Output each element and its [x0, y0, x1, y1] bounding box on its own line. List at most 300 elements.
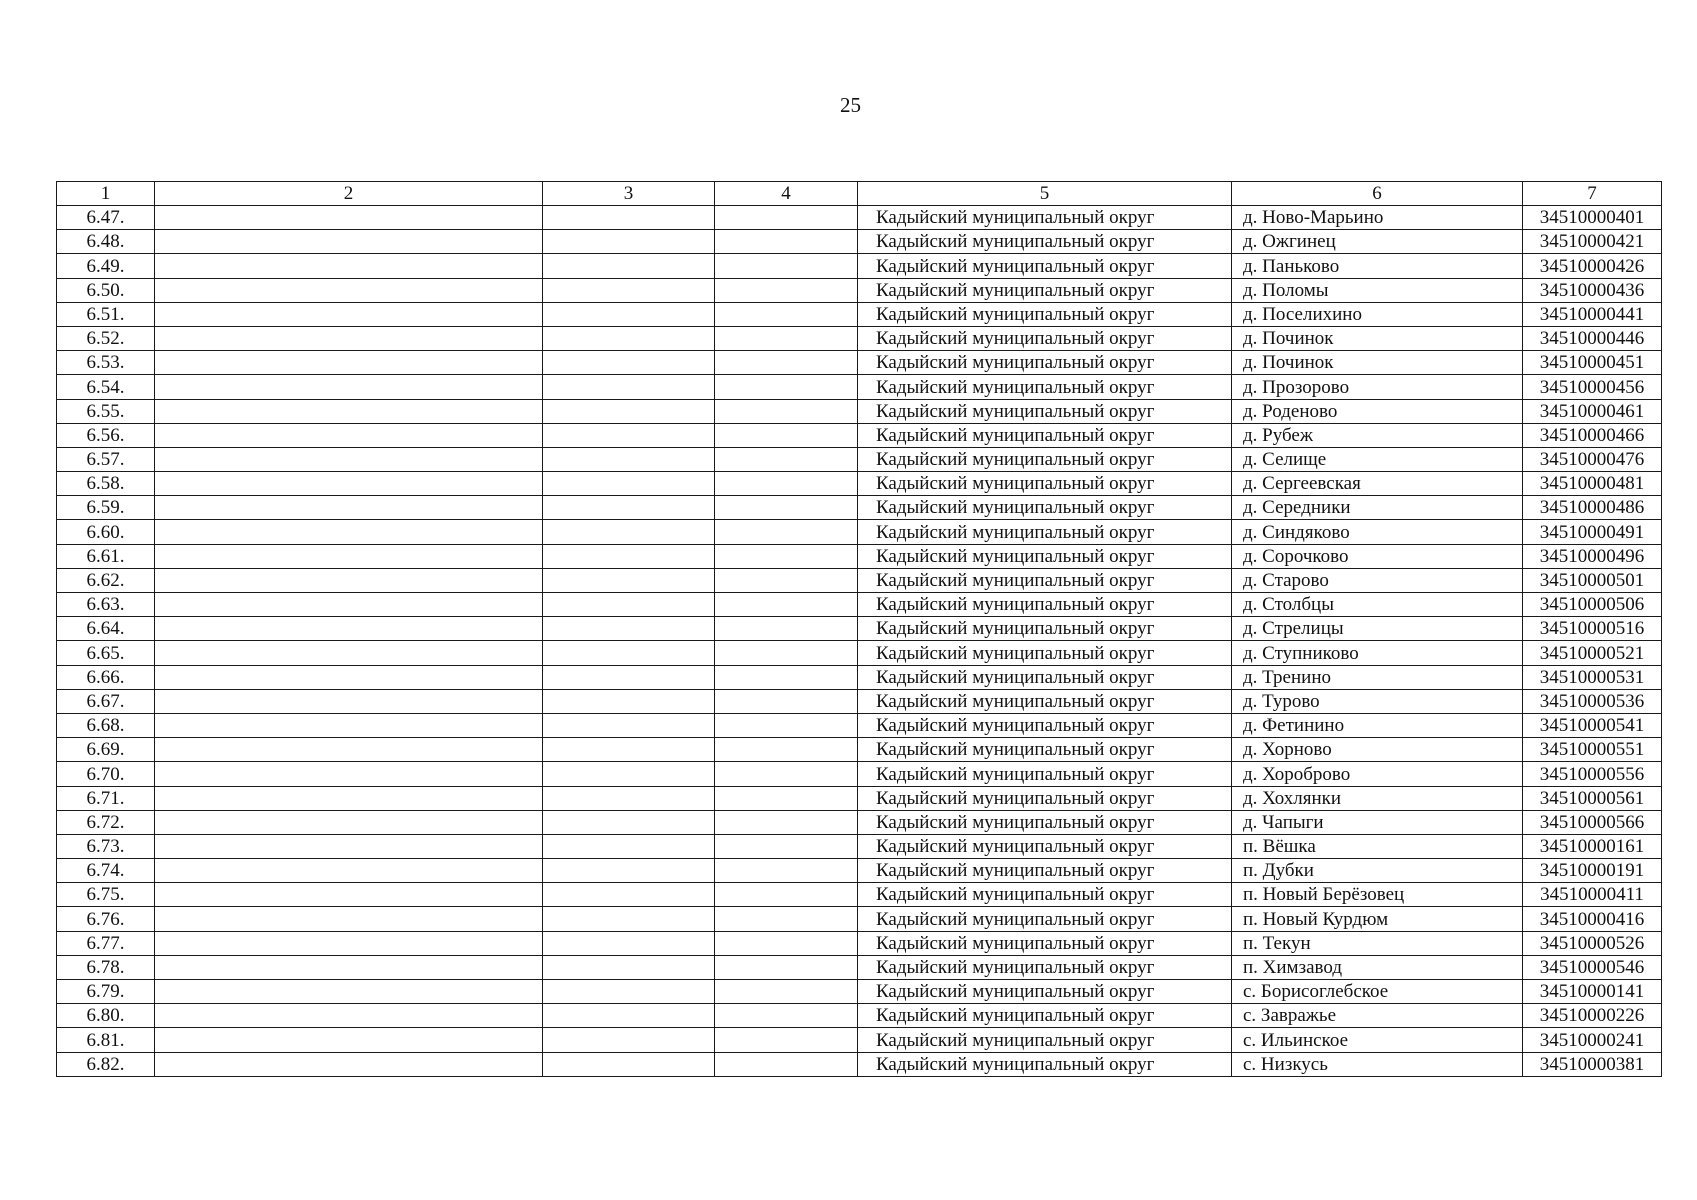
district-cell: Кадыйский муниципальный округ: [858, 254, 1232, 278]
code-cell: 34510000561: [1523, 786, 1662, 810]
col3-cell: [543, 447, 715, 471]
row-number-cell: 6.77.: [57, 931, 155, 955]
code-cell: 34510000161: [1523, 834, 1662, 858]
district-cell: Кадыйский муниципальный округ: [858, 496, 1232, 520]
row-number-cell: 6.73.: [57, 834, 155, 858]
code-cell: 34510000506: [1523, 593, 1662, 617]
table-row: [57, 447, 1662, 471]
district-cell: Кадыйский муниципальный округ: [858, 375, 1232, 399]
col4-cell: [715, 689, 858, 713]
locality-cell: с. Завражье: [1232, 1004, 1523, 1028]
row-number-cell: 6.51.: [57, 302, 155, 326]
row-number-cell: 6.58.: [57, 472, 155, 496]
col3-cell: [543, 278, 715, 302]
code-cell: 34510000436: [1523, 278, 1662, 302]
col2-cell: [155, 1004, 543, 1028]
district-cell: Кадыйский муниципальный округ: [858, 834, 1232, 858]
table-row: [57, 254, 1662, 278]
code-cell: 34510000446: [1523, 326, 1662, 350]
row-number-cell: 6.50.: [57, 278, 155, 302]
code-cell: 34510000416: [1523, 907, 1662, 931]
district-cell: Кадыйский муниципальный округ: [858, 1004, 1232, 1028]
col2-cell: [155, 278, 543, 302]
table-row: [57, 544, 1662, 568]
col2-cell: [155, 907, 543, 931]
col4-cell: [715, 859, 858, 883]
district-cell: Кадыйский муниципальный округ: [858, 617, 1232, 641]
district-cell: Кадыйский муниципальный округ: [858, 1052, 1232, 1076]
col3-cell: [543, 399, 715, 423]
row-number-cell: 6.71.: [57, 786, 155, 810]
col3-cell: [543, 1052, 715, 1076]
district-cell: Кадыйский муниципальный округ: [858, 593, 1232, 617]
register-table: [56, 181, 1662, 1077]
col3-cell: [543, 665, 715, 689]
col3-cell: [543, 955, 715, 979]
row-number-cell: 6.82.: [57, 1052, 155, 1076]
table-row: [57, 472, 1662, 496]
col2-cell: [155, 375, 543, 399]
col2-cell: [155, 254, 543, 278]
row-number-cell: 6.67.: [57, 689, 155, 713]
page-number-text: 25: [840, 93, 861, 117]
col4-cell: [715, 593, 858, 617]
col4-cell: [715, 447, 858, 471]
header-cell-3: 3: [543, 182, 715, 206]
locality-cell: д. Сорочково: [1232, 544, 1523, 568]
district-cell: Кадыйский муниципальный округ: [858, 1028, 1232, 1052]
district-cell: Кадыйский муниципальный округ: [858, 955, 1232, 979]
table-row: [57, 834, 1662, 858]
col4-cell: [715, 955, 858, 979]
row-number-cell: 6.60.: [57, 520, 155, 544]
district-cell: Кадыйский муниципальный округ: [858, 713, 1232, 737]
col4-cell: [715, 206, 858, 230]
col3-cell: [543, 351, 715, 375]
col3-cell: [543, 593, 715, 617]
col3-cell: [543, 375, 715, 399]
col4-cell: [715, 496, 858, 520]
col4-cell: [715, 810, 858, 834]
col3-cell: [543, 544, 715, 568]
col3-cell: [543, 786, 715, 810]
table-row: [57, 326, 1662, 350]
col2-cell: [155, 689, 543, 713]
code-cell: 34510000441: [1523, 302, 1662, 326]
table-row: [57, 689, 1662, 713]
row-number-cell: 6.57.: [57, 447, 155, 471]
row-number-cell: 6.75.: [57, 883, 155, 907]
col4-cell: [715, 1004, 858, 1028]
col2-cell: [155, 302, 543, 326]
col2-cell: [155, 883, 543, 907]
page-number: [0, 93, 1697, 118]
table-row: [57, 1028, 1662, 1052]
header-cell-5: 5: [858, 182, 1232, 206]
locality-cell: п. Текун: [1232, 931, 1523, 955]
locality-cell: д. Ступниково: [1232, 641, 1523, 665]
code-cell: 34510000461: [1523, 399, 1662, 423]
row-number-cell: 6.54.: [57, 375, 155, 399]
row-number-cell: 6.78.: [57, 955, 155, 979]
district-cell: Кадыйский муниципальный округ: [858, 883, 1232, 907]
district-cell: Кадыйский муниципальный округ: [858, 931, 1232, 955]
col3-cell: [543, 1004, 715, 1028]
col2-cell: [155, 351, 543, 375]
row-number-cell: 6.72.: [57, 810, 155, 834]
row-number-cell: 6.81.: [57, 1028, 155, 1052]
code-cell: 34510000501: [1523, 568, 1662, 592]
locality-cell: п. Химзавод: [1232, 955, 1523, 979]
col3-cell: [543, 230, 715, 254]
code-cell: 34510000466: [1523, 423, 1662, 447]
col3-cell: [543, 254, 715, 278]
col4-cell: [715, 665, 858, 689]
col3-cell: [543, 980, 715, 1004]
col2-cell: [155, 955, 543, 979]
locality-cell: д. Сергеевская: [1232, 472, 1523, 496]
table-row: [57, 496, 1662, 520]
col2-cell: [155, 762, 543, 786]
table-row: [57, 399, 1662, 423]
table-row: [57, 230, 1662, 254]
col2-cell: [155, 399, 543, 423]
col2-cell: [155, 810, 543, 834]
locality-cell: д. Починок: [1232, 351, 1523, 375]
row-number-cell: 6.66.: [57, 665, 155, 689]
col4-cell: [715, 907, 858, 931]
col4-cell: [715, 762, 858, 786]
col4-cell: [715, 472, 858, 496]
district-cell: Кадыйский муниципальный округ: [858, 472, 1232, 496]
col3-cell: [543, 206, 715, 230]
col4-cell: [715, 641, 858, 665]
code-cell: 34510000191: [1523, 859, 1662, 883]
row-number-cell: 6.61.: [57, 544, 155, 568]
row-number-cell: 6.55.: [57, 399, 155, 423]
row-number-cell: 6.76.: [57, 907, 155, 931]
locality-cell: д. Хохлянки: [1232, 786, 1523, 810]
locality-cell: п. Дубки: [1232, 859, 1523, 883]
col2-cell: [155, 326, 543, 350]
district-cell: Кадыйский муниципальный округ: [858, 568, 1232, 592]
locality-cell: д. Ново-Марьино: [1232, 206, 1523, 230]
col2-cell: [155, 520, 543, 544]
col3-cell: [543, 472, 715, 496]
table-row: [57, 593, 1662, 617]
district-cell: Кадыйский муниципальный округ: [858, 980, 1232, 1004]
district-cell: Кадыйский муниципальный округ: [858, 641, 1232, 665]
col2-cell: [155, 1052, 543, 1076]
table-row: [57, 810, 1662, 834]
table-row: [57, 859, 1662, 883]
col3-cell: [543, 496, 715, 520]
col4-cell: [715, 399, 858, 423]
col2-cell: [155, 980, 543, 1004]
table-row: [57, 302, 1662, 326]
col2-cell: [155, 738, 543, 762]
table-row: [57, 351, 1662, 375]
district-cell: Кадыйский муниципальный округ: [858, 907, 1232, 931]
table-row: [57, 423, 1662, 447]
col3-cell: [543, 738, 715, 762]
code-cell: 34510000426: [1523, 254, 1662, 278]
code-cell: 34510000551: [1523, 738, 1662, 762]
code-cell: 34510000481: [1523, 472, 1662, 496]
locality-cell: с. Низкусь: [1232, 1052, 1523, 1076]
col4-cell: [715, 254, 858, 278]
col2-cell: [155, 665, 543, 689]
district-cell: Кадыйский муниципальный округ: [858, 762, 1232, 786]
locality-cell: д. Селище: [1232, 447, 1523, 471]
row-number-cell: 6.48.: [57, 230, 155, 254]
header-cell-7: 7: [1523, 182, 1662, 206]
table-row: [57, 278, 1662, 302]
code-cell: 34510000556: [1523, 762, 1662, 786]
code-cell: 34510000141: [1523, 980, 1662, 1004]
district-cell: Кадыйский муниципальный округ: [858, 689, 1232, 713]
col3-cell: [543, 641, 715, 665]
col2-cell: [155, 230, 543, 254]
locality-cell: д. Ожгинец: [1232, 230, 1523, 254]
header-row: [57, 182, 1662, 206]
locality-cell: д. Фетинино: [1232, 713, 1523, 737]
locality-cell: д. Починок: [1232, 326, 1523, 350]
code-cell: 34510000536: [1523, 689, 1662, 713]
row-number-cell: 6.62.: [57, 568, 155, 592]
locality-cell: д. Поломы: [1232, 278, 1523, 302]
col3-cell: [543, 302, 715, 326]
locality-cell: д. Прозорово: [1232, 375, 1523, 399]
col3-cell: [543, 931, 715, 955]
row-number-cell: 6.74.: [57, 859, 155, 883]
district-cell: Кадыйский муниципальный округ: [858, 859, 1232, 883]
table-row: [57, 713, 1662, 737]
col3-cell: [543, 520, 715, 544]
col3-cell: [543, 326, 715, 350]
row-number-cell: 6.52.: [57, 326, 155, 350]
table-row: [57, 1004, 1662, 1028]
col3-cell: [543, 907, 715, 931]
code-cell: 34510000521: [1523, 641, 1662, 665]
locality-cell: д. Поселихино: [1232, 302, 1523, 326]
col4-cell: [715, 713, 858, 737]
district-cell: Кадыйский муниципальный округ: [858, 738, 1232, 762]
locality-cell: п. Новый Курдюм: [1232, 907, 1523, 931]
col4-cell: [715, 351, 858, 375]
district-cell: Кадыйский муниципальный округ: [858, 278, 1232, 302]
code-cell: 34510000381: [1523, 1052, 1662, 1076]
locality-cell: д. Стрелицы: [1232, 617, 1523, 641]
col3-cell: [543, 617, 715, 641]
col3-cell: [543, 810, 715, 834]
table-row: [57, 762, 1662, 786]
table-row: [57, 206, 1662, 230]
table-row: [57, 883, 1662, 907]
col3-cell: [543, 859, 715, 883]
district-cell: Кадыйский муниципальный округ: [858, 544, 1232, 568]
table-row: [57, 568, 1662, 592]
table-row: [57, 617, 1662, 641]
col4-cell: [715, 1052, 858, 1076]
table-row: [57, 907, 1662, 931]
header-cell-6: 6: [1232, 182, 1523, 206]
col2-cell: [155, 931, 543, 955]
col4-cell: [715, 980, 858, 1004]
col4-cell: [715, 568, 858, 592]
col4-cell: [715, 1028, 858, 1052]
district-cell: Кадыйский муниципальный округ: [858, 810, 1232, 834]
code-cell: 34510000226: [1523, 1004, 1662, 1028]
header-cell-1: 1: [57, 182, 155, 206]
col3-cell: [543, 883, 715, 907]
code-cell: 34510000456: [1523, 375, 1662, 399]
locality-cell: д. Хорново: [1232, 738, 1523, 762]
code-cell: 34510000526: [1523, 931, 1662, 955]
district-cell: Кадыйский муниципальный округ: [858, 786, 1232, 810]
col2-cell: [155, 617, 543, 641]
col4-cell: [715, 520, 858, 544]
code-cell: 34510000491: [1523, 520, 1662, 544]
row-number-cell: 6.79.: [57, 980, 155, 1004]
col4-cell: [715, 326, 858, 350]
col3-cell: [543, 568, 715, 592]
district-cell: Кадыйский муниципальный округ: [858, 302, 1232, 326]
header-cell-4: 4: [715, 182, 858, 206]
district-cell: Кадыйский муниципальный округ: [858, 399, 1232, 423]
locality-cell: д. Турово: [1232, 689, 1523, 713]
table-body: [57, 182, 1662, 1077]
col2-cell: [155, 568, 543, 592]
col4-cell: [715, 931, 858, 955]
row-number-cell: 6.69.: [57, 738, 155, 762]
col2-cell: [155, 206, 543, 230]
locality-cell: п. Вёшка: [1232, 834, 1523, 858]
col4-cell: [715, 423, 858, 447]
locality-cell: д. Синдяково: [1232, 520, 1523, 544]
row-number-cell: 6.65.: [57, 641, 155, 665]
table-row: [57, 980, 1662, 1004]
col2-cell: [155, 786, 543, 810]
col2-cell: [155, 423, 543, 447]
code-cell: 34510000421: [1523, 230, 1662, 254]
code-cell: 34510000411: [1523, 883, 1662, 907]
row-number-cell: 6.59.: [57, 496, 155, 520]
row-number-cell: 6.53.: [57, 351, 155, 375]
col2-cell: [155, 1028, 543, 1052]
district-cell: Кадыйский муниципальный округ: [858, 423, 1232, 447]
col3-cell: [543, 713, 715, 737]
locality-cell: д. Столбцы: [1232, 593, 1523, 617]
col4-cell: [715, 230, 858, 254]
table-row: [57, 955, 1662, 979]
row-number-cell: 6.80.: [57, 1004, 155, 1028]
district-cell: Кадыйский муниципальный округ: [858, 230, 1232, 254]
col4-cell: [715, 786, 858, 810]
col2-cell: [155, 859, 543, 883]
col4-cell: [715, 278, 858, 302]
code-cell: 34510000566: [1523, 810, 1662, 834]
col2-cell: [155, 641, 543, 665]
locality-cell: д. Чапыги: [1232, 810, 1523, 834]
code-cell: 34510000486: [1523, 496, 1662, 520]
code-cell: 34510000546: [1523, 955, 1662, 979]
code-cell: 34510000496: [1523, 544, 1662, 568]
col2-cell: [155, 472, 543, 496]
table-row: [57, 786, 1662, 810]
col4-cell: [715, 617, 858, 641]
district-cell: Кадыйский муниципальный округ: [858, 447, 1232, 471]
col3-cell: [543, 689, 715, 713]
code-cell: 34510000451: [1523, 351, 1662, 375]
district-cell: Кадыйский муниципальный округ: [858, 351, 1232, 375]
table-row: [57, 520, 1662, 544]
district-cell: Кадыйский муниципальный округ: [858, 206, 1232, 230]
locality-cell: д. Середники: [1232, 496, 1523, 520]
table-row: [57, 931, 1662, 955]
locality-cell: с. Борисоглебское: [1232, 980, 1523, 1004]
locality-cell: д. Паньково: [1232, 254, 1523, 278]
col4-cell: [715, 544, 858, 568]
district-cell: Кадыйский муниципальный округ: [858, 665, 1232, 689]
header-cell-2: 2: [155, 182, 543, 206]
table-row: [57, 1052, 1662, 1076]
table-row: [57, 738, 1662, 762]
col2-cell: [155, 496, 543, 520]
code-cell: 34510000401: [1523, 206, 1662, 230]
col4-cell: [715, 302, 858, 326]
col2-cell: [155, 447, 543, 471]
table-row: [57, 665, 1662, 689]
district-cell: Кадыйский муниципальный округ: [858, 520, 1232, 544]
col3-cell: [543, 762, 715, 786]
locality-cell: д. Рубеж: [1232, 423, 1523, 447]
locality-cell: д. Тренино: [1232, 665, 1523, 689]
col2-cell: [155, 593, 543, 617]
col2-cell: [155, 834, 543, 858]
locality-cell: п. Новый Берёзовец: [1232, 883, 1523, 907]
row-number-cell: 6.47.: [57, 206, 155, 230]
col3-cell: [543, 423, 715, 447]
col4-cell: [715, 834, 858, 858]
col4-cell: [715, 738, 858, 762]
col3-cell: [543, 1028, 715, 1052]
col4-cell: [715, 375, 858, 399]
table-row: [57, 375, 1662, 399]
code-cell: 34510000516: [1523, 617, 1662, 641]
col3-cell: [543, 834, 715, 858]
locality-cell: с. Ильинское: [1232, 1028, 1523, 1052]
locality-cell: д. Старово: [1232, 568, 1523, 592]
code-cell: 34510000476: [1523, 447, 1662, 471]
code-cell: 34510000541: [1523, 713, 1662, 737]
table-row: [57, 641, 1662, 665]
locality-cell: д. Хороброво: [1232, 762, 1523, 786]
row-number-cell: 6.68.: [57, 713, 155, 737]
locality-cell: д. Роденово: [1232, 399, 1523, 423]
district-cell: Кадыйский муниципальный округ: [858, 326, 1232, 350]
row-number-cell: 6.64.: [57, 617, 155, 641]
row-number-cell: 6.56.: [57, 423, 155, 447]
row-number-cell: 6.70.: [57, 762, 155, 786]
code-cell: 34510000241: [1523, 1028, 1662, 1052]
col4-cell: [715, 883, 858, 907]
code-cell: 34510000531: [1523, 665, 1662, 689]
col2-cell: [155, 544, 543, 568]
col2-cell: [155, 713, 543, 737]
row-number-cell: 6.49.: [57, 254, 155, 278]
row-number-cell: 6.63.: [57, 593, 155, 617]
